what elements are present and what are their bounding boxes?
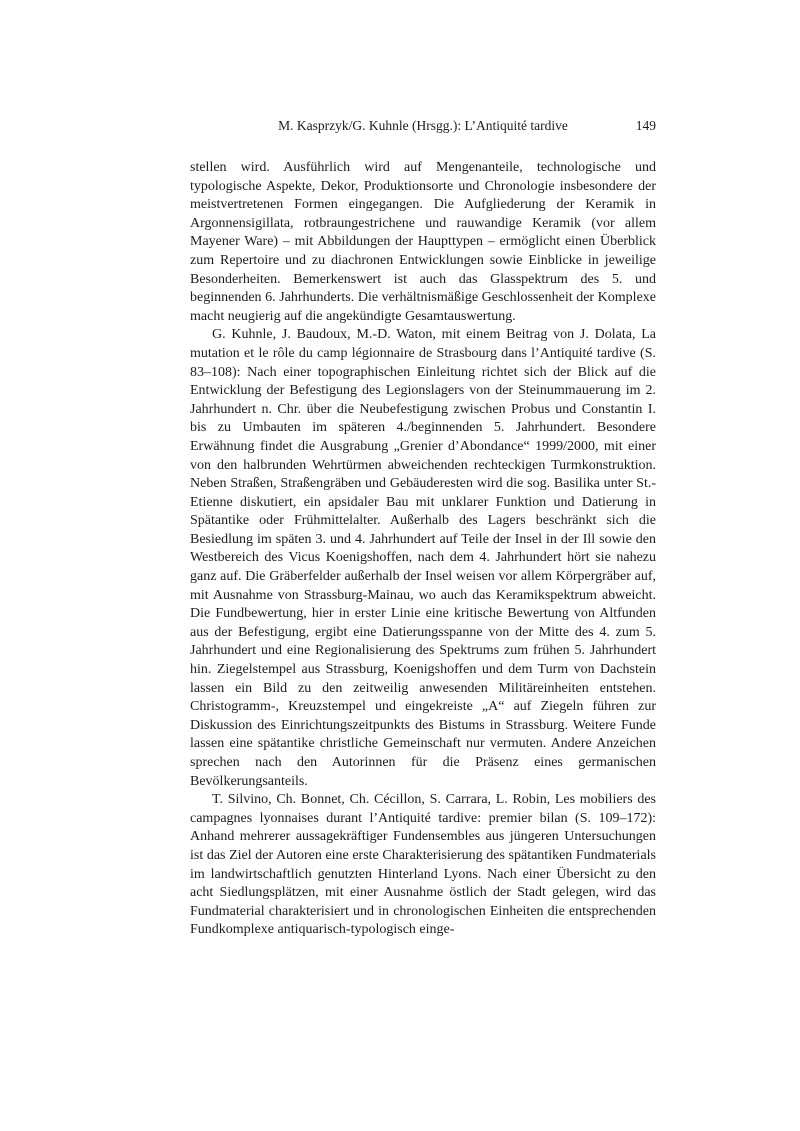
header-title: M. Kasprzyk/G. Kuhnle (Hrsgg.): L’Antiquité tardive	[278, 118, 568, 133]
running-header	[190, 118, 656, 134]
paragraph: G. Kuhnle, J. Baudoux, M.-D. Waton, mit einem Beitrag von J. Dolata, La mutation et le rôle du camp légionnaire de Strasbourg dans l’Antiquité tardive (S. 83–108): Nach einer topographischen Einleitung richtet sich der Blick auf die Entwicklung der Befestigung des Legionslagers von der Steinummauerung im 2. Jahrhundert n. Chr. über die Neubefestigung zwischen Probus und Constantin I. bis zu Umbauten im späteren 4./beginnenden 5. Jahrhundert. Besondere Erwähnung findet die Ausgrabung „Grenier d’Abondance“ 1999/2000, mit einer von den halbrunden Wehrtürmen abweichenden rechteckigen Turmkonstruktion. Neben Straßen, Straßengräben und Gebäuderesten wird die sog. Basilika unter St.-Etienne diskutiert, ein apsidaler Bau mit unklarer Funktion und Datierung in Spätantike oder Frühmittelalter. Außerhalb des Lagers beschränkt sich die Besiedlung im späten 3. und 4. Jahrhundert auf Teile der Insel in der Ill sowie den Westbereich des Vicus Koenigshoffen, nach dem 4. Jahrhundert hört sie nahezu ganz auf. Die Gräberfelder außerhalb der Insel weisen vor allem Körpergräber auf, mit Ausnahme von Strassburg-Mainau, wo auch das Keramikspektrum abweicht. Die Fundbewertung, hier in erster Linie eine kritische Bewertung von Altfunden aus der Befestigung, ergibt eine Datierungsspanne von der Mitte des 4. zum 5. Jahrhundert und eine Regionalisierung des Spektrums zum frühen 5. Jahrhundert hin. Ziegelstempel aus Strassburg, Koenigshoffen und dem Turm von Dachstein lassen ein Bild zu den zeitweilig anwesenden Militäreinheiten entstehen. Christogramm-, Kreuzstempel und eingekreiste „A“ auf Ziegeln führen zur Diskussion des Einrichtungszeitpunkts des Bistums in Strassburg. Weitere Funde lassen eine spätantike christliche Gemeinschaft nur vermuten. Andere Anzeichen sprechen nach den Autorinnen für die Präsenz eines germanischen Bevölkerungsanteils.	[190, 327, 656, 789]
paragraph: T. Silvino, Ch. Bonnet, Ch. Cécillon, S. Carrara, L. Robin, Les mobiliers des campagnes lyonnaises durant l’Antiquité tardive: premier bilan (S. 109–172): Anhand mehrerer aussagekräftiger Fundensembles aus jüngeren Untersuchungen ist das Ziel der Autoren eine erste Charakterisierung des spätantiken Fundmaterials im landwirtschaftlich genutzten Hinterland Lyons. Nach einer Übersicht zu den acht Siedlungsplätzen, mit einer Ausnahme östlich der Stadt gelegen, wird das Fundmaterial charakterisiert und in chronologischen Einheiten die entsprechenden Fundkomplexe antiquarisch-typologisch einge-	[190, 792, 656, 938]
page-number: 149	[635, 118, 656, 133]
text-column	[190, 118, 656, 940]
paragraph: stellen wird. Ausführlich wird auf Mengenanteile, technologische und typologische Aspekte, Dekor, Produktionsorte und Chronologie insbesondere der meistvertretenen Formen eingegangen. Die Aufgliederung der Keramik in Argonnensigillata, rotbraungestrichene und rauwandige Keramik (vor allem Mayener Ware) – mit Abbildungen der Haupttypen – ermöglicht einen Überblick zum Repertoire und zu diachronen Entwicklungen sowie Einblicke in jeweilige Besonderheiten. Bemerkenswert ist auch das Glasspektrum des 5. und beginnenden 6. Jahrhunderts. Die verhältnismäßige Geschlossenheit der Komplexe macht neugierig auf die angekündigte Gesamtauswertung.	[190, 160, 656, 324]
body-text	[190, 159, 656, 940]
